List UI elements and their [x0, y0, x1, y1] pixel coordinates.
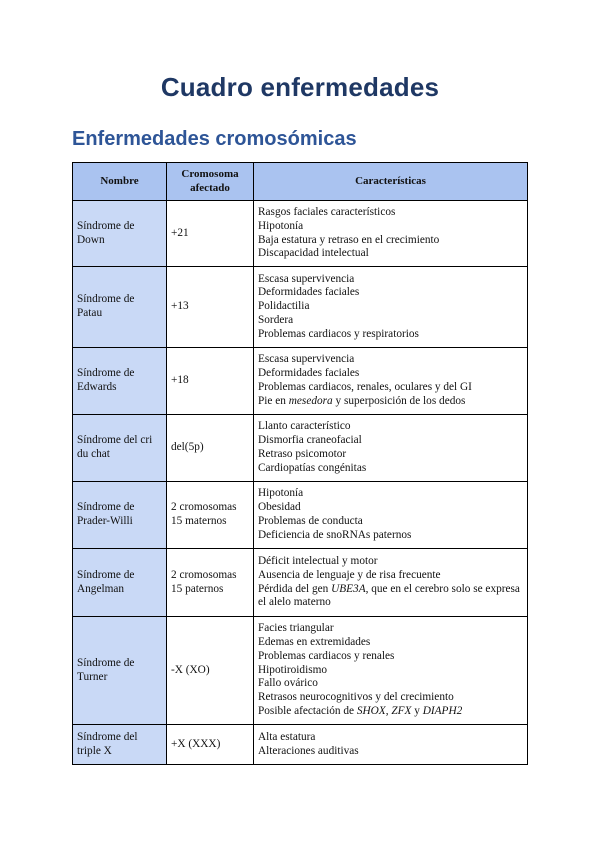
row-name: Síndrome de Angelman: [73, 549, 167, 617]
table-row: [73, 415, 528, 482]
feature-item: [258, 583, 523, 611]
header-features: Características: [254, 163, 528, 201]
feature-item: Dismorfia craneofacial: [258, 434, 362, 447]
feature-text: y superposición de los dedos: [332, 394, 466, 407]
feature-item: Hipotiroidismo: [258, 663, 328, 676]
feature-item: [258, 705, 523, 719]
row-name: Síndrome del triple X: [73, 725, 167, 765]
feature-text: Pérdida del gen: [258, 582, 332, 595]
table-row: [73, 201, 528, 267]
row-chromosome: +18: [167, 348, 254, 415]
feature-item: Deficiencia de snoRNAs paternos: [258, 528, 412, 541]
row-features: [254, 201, 528, 267]
row-chromosome: +X (XXX): [167, 725, 254, 765]
document-title: Cuadro enfermedades: [160, 72, 440, 102]
feature-item: Sordera: [258, 313, 294, 326]
feature-italic: mesedora: [288, 394, 333, 407]
feature-item: Llanto característico: [258, 420, 351, 433]
feature-item: Problemas cardiacos y renales: [258, 649, 395, 662]
feature-item: Problemas cardiacos y respiratorios: [258, 327, 419, 340]
row-name: Síndrome del cri du chat: [73, 415, 167, 482]
feature-item: Ausencia de lenguaje y de risa frecuente: [258, 568, 441, 581]
feature-item: Baja estatura y retraso en el crecimiento: [258, 233, 440, 246]
row-name: Síndrome de Down: [73, 201, 167, 267]
feature-text: , que en el cerebro solo se expresa el alelo materno: [258, 582, 520, 609]
row-name: Síndrome de Turner: [73, 617, 167, 725]
gene-italic: DIAPH2: [422, 704, 463, 717]
row-features: [254, 617, 528, 725]
feature-item: Alteraciones auditivas: [258, 744, 359, 757]
header-name: Nombre: [73, 163, 167, 201]
feature-item: Escasa supervivencia: [258, 353, 355, 366]
feature-text: ,: [385, 704, 392, 717]
table-row: [73, 617, 528, 725]
feature-item: Retraso psicomotor: [258, 448, 347, 460]
row-chromosome: +21: [167, 201, 254, 267]
header-chromosome: Cromosoma afectado: [167, 163, 254, 201]
row-chromosome: -X (XO): [167, 617, 254, 725]
feature-item: Cardiopatías congénitas: [258, 461, 367, 474]
feature-item: Déficit intelectual y motor: [258, 554, 378, 567]
gene-italic: SHOX: [356, 704, 386, 717]
feature-item: Deformidades faciales: [258, 367, 360, 380]
table-row: [73, 267, 528, 348]
feature-item: Rasgos faciales característicos: [258, 205, 396, 218]
gene-italic: ZFX: [391, 704, 412, 717]
row-features: [254, 415, 528, 482]
feature-item: Edemas en extremidades: [258, 636, 371, 649]
feature-item: [258, 395, 523, 409]
section-heading: Enfermedades cromosómicas: [72, 128, 357, 150]
row-chromosome: 2 cromosomas 15 maternos: [167, 482, 254, 549]
row-features: [254, 482, 528, 549]
feature-item: Hipotonía: [258, 219, 304, 232]
row-name: Síndrome de Prader-Willi: [73, 482, 167, 549]
feature-item: Retrasos neurocognitivos y del crecimiento: [258, 691, 454, 704]
row-chromosome: +13: [167, 267, 254, 348]
feature-item: Deformidades faciales: [258, 286, 360, 299]
feature-italic: UBE3A: [331, 582, 366, 595]
feature-item: Facies triangular: [258, 622, 334, 635]
table-header-row: [73, 163, 528, 201]
feature-item: Problemas de conducta: [258, 515, 363, 527]
row-name: Síndrome de Patau: [73, 267, 167, 348]
feature-item: Polidactilia: [258, 300, 310, 313]
feature-item: Problemas cardiacos, renales, oculares y del GI: [258, 381, 472, 393]
feature-item: Hipotonía: [258, 487, 304, 500]
row-chromosome: 2 cromosomas 15 paternos: [167, 549, 254, 617]
feature-text: y: [411, 704, 423, 717]
table-row: [73, 549, 528, 617]
row-chromosome: del(5p): [167, 415, 254, 482]
row-features: [254, 725, 528, 765]
feature-item: Obesidad: [258, 501, 301, 514]
table-row: [73, 348, 528, 415]
table-row: [73, 725, 528, 765]
feature-item: Discapacidad intelectual: [258, 247, 369, 260]
row-name: Síndrome de Edwards: [73, 348, 167, 415]
feature-text: Pie en: [258, 394, 289, 407]
feature-item: Fallo ovárico: [258, 677, 318, 690]
feature-item: Escasa supervivencia: [258, 272, 355, 285]
feature-item: Alta estatura: [258, 730, 316, 743]
diseases-table: [72, 162, 528, 765]
table-row: [73, 482, 528, 549]
row-features: [254, 267, 528, 348]
feature-text: Posible afectación de: [258, 704, 357, 717]
row-features: [254, 348, 528, 415]
row-features: [254, 549, 528, 617]
